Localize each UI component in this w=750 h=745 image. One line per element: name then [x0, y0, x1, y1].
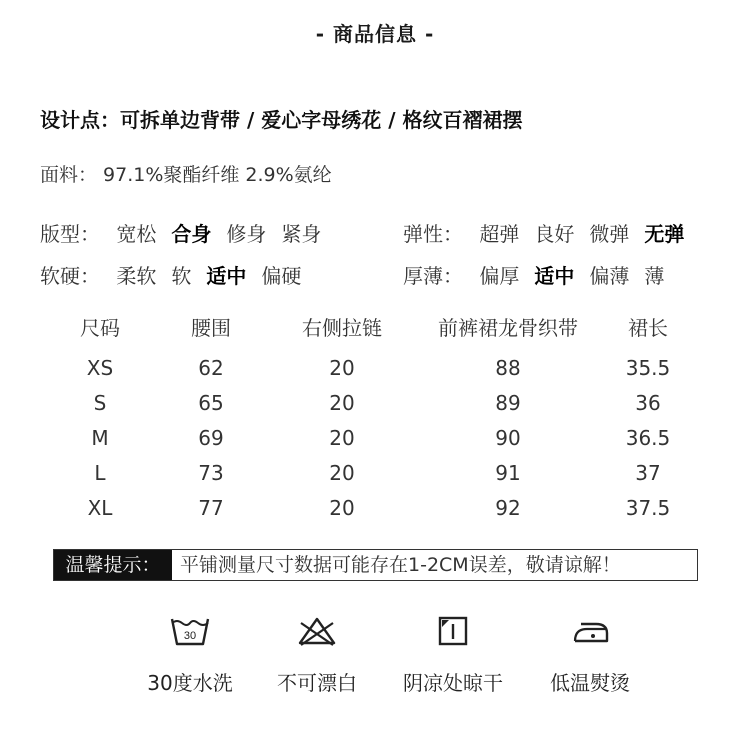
attr-option: 柔软 [116, 264, 157, 288]
care-label: 阴凉处晾干 [403, 671, 503, 695]
table-cell: 35.5 [625, 356, 671, 380]
care-bleach [242, 615, 392, 696]
attr-option: 偏薄 [589, 264, 630, 288]
header-cell: 尺码 [80, 316, 120, 340]
page-title: - 商品信息 - [315, 22, 435, 46]
fabric-label: 面料： [40, 164, 98, 186]
low-iron-icon [569, 615, 611, 647]
care-iron [515, 615, 665, 696]
table-cell: L [94, 461, 106, 485]
line-dry-shade-icon [437, 615, 469, 647]
table-cell: 69 [198, 426, 224, 450]
care-label: 不可漂白 [277, 671, 357, 695]
table-cell: 20 [329, 461, 355, 485]
attr-option-selected: 适中 [206, 264, 247, 288]
header-cell: 腰围 [191, 316, 231, 340]
table-cell: 20 [329, 356, 355, 380]
table-cell: 20 [329, 426, 355, 450]
table-cell: 36.5 [625, 426, 671, 450]
attr-option: 修身 [226, 222, 267, 246]
table-cell: 37 [635, 461, 661, 485]
no-bleach-icon [297, 615, 337, 647]
table-cell: 77 [198, 496, 224, 520]
attr-thickness [403, 260, 679, 289]
table-cell: 20 [329, 496, 355, 520]
care-label: 低温熨烫 [550, 671, 630, 695]
table-cell: 65 [198, 391, 224, 415]
wash-temp-text: 30 [183, 630, 197, 642]
header-cell: 裙长 [628, 316, 668, 340]
table-cell: 90 [495, 426, 521, 450]
table-cell: 20 [329, 391, 355, 415]
attr-label: 版型： [40, 222, 100, 246]
fabric-value: 97.1%聚酯纤维 2.9%氨纶 [103, 164, 332, 186]
size-table-header [0, 312, 750, 342]
notice-label: 温馨提示： [54, 550, 172, 580]
attr-label: 弹性： [403, 222, 463, 246]
table-cell: XS [86, 356, 114, 380]
attr-label: 软硬： [40, 264, 100, 288]
attr-option: 良好 [534, 222, 575, 246]
attr-elasticity [403, 218, 699, 247]
table-cell: 36 [635, 391, 661, 415]
attr-option: 超弹 [479, 222, 520, 246]
table-cell: XL [87, 496, 113, 520]
table-row [0, 496, 750, 526]
notice-text: 平铺测量尺寸数据可能存在1-2CM误差，敬请谅解！ [180, 554, 621, 576]
table-cell: S [93, 391, 107, 415]
wash-30-icon [169, 615, 211, 647]
attr-option-selected: 合身 [171, 222, 212, 246]
table-row [0, 461, 750, 491]
table-cell: 62 [198, 356, 224, 380]
attr-option: 宽松 [116, 222, 157, 246]
design-points: 设计点：可拆单边背带 / 爱心字母绣花 / 格纹百褶裙摆 [40, 108, 523, 132]
attr-option: 软 [171, 264, 192, 288]
table-cell: M [91, 426, 109, 450]
attr-option: 偏硬 [261, 264, 302, 288]
attr-option-selected: 适中 [534, 264, 575, 288]
fabric-info [40, 160, 332, 187]
attr-option: 微弹 [589, 222, 630, 246]
attr-softness [40, 260, 316, 289]
attr-fit [40, 218, 336, 247]
header-cell: 前裤裙龙骨织带 [438, 316, 578, 340]
attr-option: 薄 [644, 264, 665, 288]
care-label: 30度水洗 [147, 671, 233, 695]
attr-option: 偏厚 [479, 264, 520, 288]
attr-option: 紧身 [281, 222, 322, 246]
attr-label: 厚薄： [403, 264, 463, 288]
table-row [0, 426, 750, 456]
attr-option-selected: 无弹 [644, 222, 685, 246]
table-cell: 91 [495, 461, 521, 485]
table-row [0, 356, 750, 386]
notice-box [53, 549, 698, 581]
table-row [0, 391, 750, 421]
table-cell: 92 [495, 496, 521, 520]
table-cell: 88 [495, 356, 521, 380]
header-cell: 右侧拉链 [302, 316, 382, 340]
table-cell: 37.5 [625, 496, 671, 520]
care-dry [378, 615, 528, 696]
table-cell: 73 [198, 461, 224, 485]
table-cell: 89 [495, 391, 521, 415]
